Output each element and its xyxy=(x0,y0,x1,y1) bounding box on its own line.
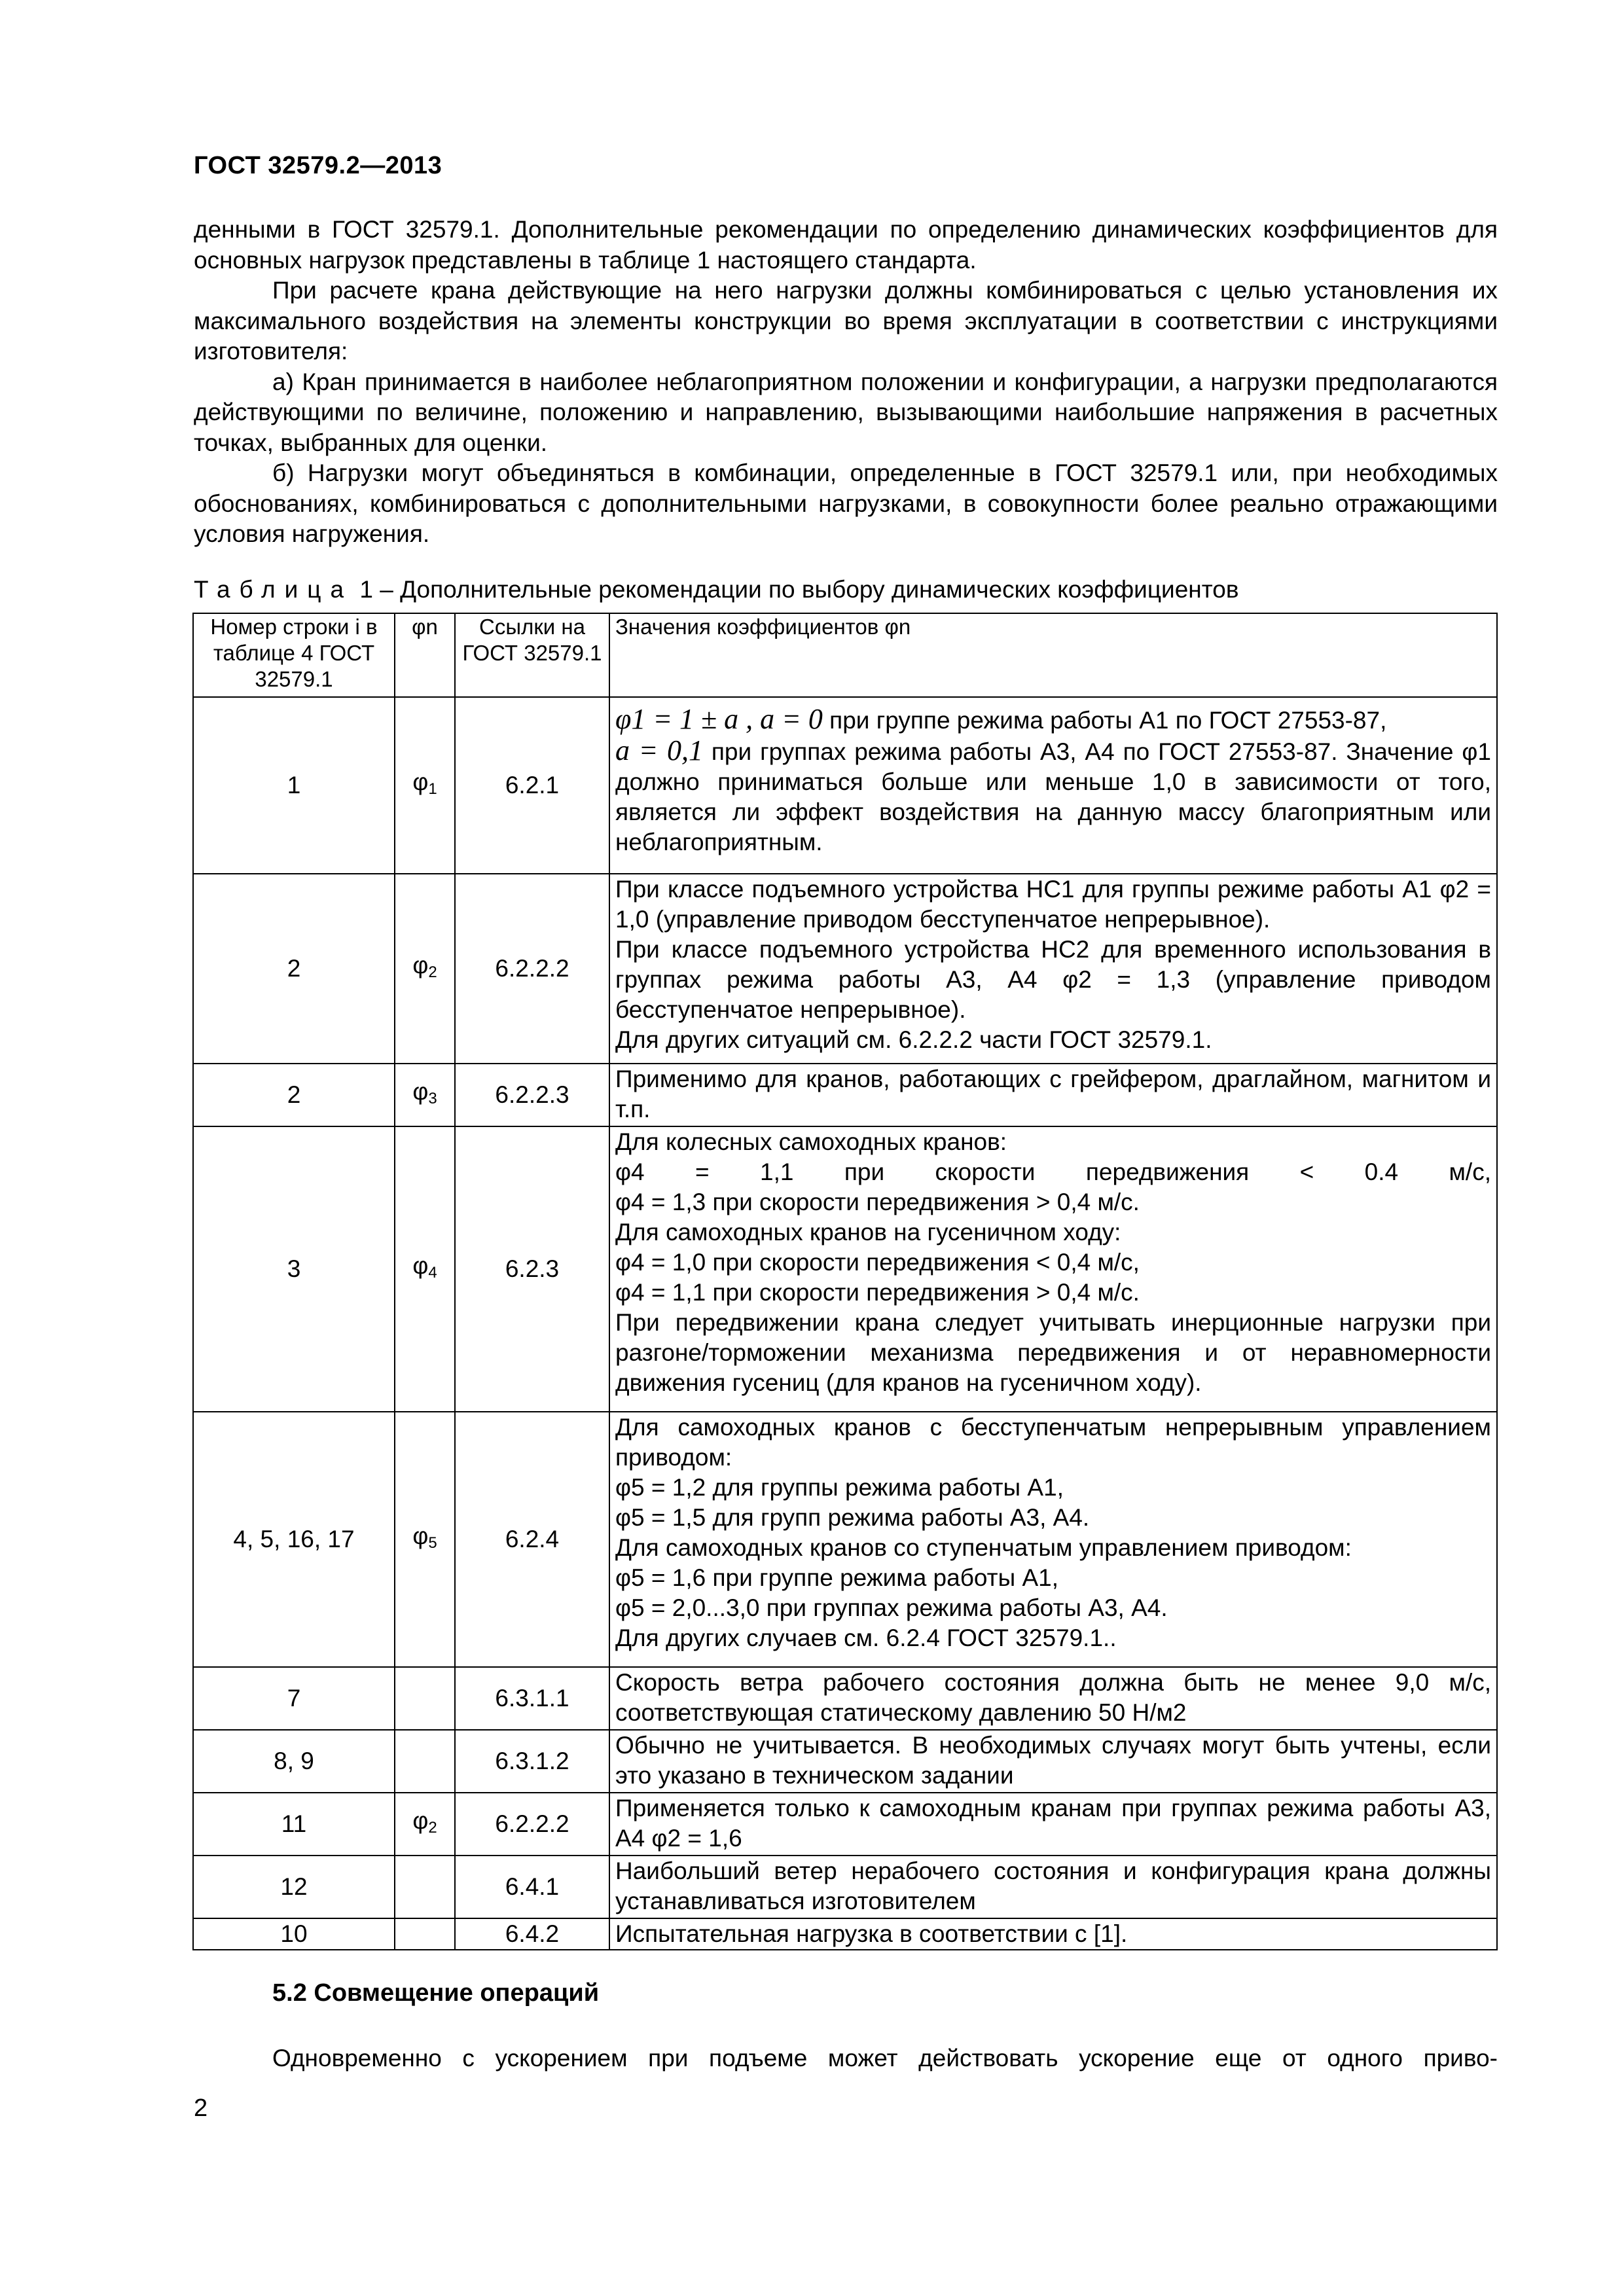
phi-cell: $\varphi_4$ xyxy=(395,1126,455,1412)
header-row-number: Номер строки i в таблице 4 ГОСТ 32579.1 xyxy=(193,613,395,697)
section-paragraph: Одновременно с ускорением при подъеме может действовать ускорение еще от одного приво- xyxy=(272,2045,1498,2072)
phi-cell: $\varphi_2$ xyxy=(395,874,455,1064)
row-number: 12 xyxy=(193,1856,395,1918)
page-number: 2 xyxy=(194,2094,208,2122)
ref-cell: 6.4.2 xyxy=(455,1918,609,1950)
table-row xyxy=(193,1667,1497,1730)
table-caption xyxy=(194,576,1238,603)
ref-cell: 6.2.4 xyxy=(455,1412,609,1667)
phi-cell xyxy=(395,1856,455,1918)
table-row xyxy=(193,1918,1497,1950)
value-cell: Обычно не учитывается. В необходимых случаях могут быть учтены, если это указано в техническом задании xyxy=(609,1730,1497,1793)
ref-cell: 6.3.1.1 xyxy=(455,1667,609,1730)
section-title: 5.2 Совмещение операций xyxy=(272,1979,600,2007)
ref-cell: 6.2.3 xyxy=(455,1126,609,1412)
row-number: 10 xyxy=(193,1918,395,1950)
paragraph-4: б) Нагрузки могут объединяться в комбинации, определенные в ГОСТ 32579.1 или, при необходимых обоснованиях, комбинироваться с дополнительными нагрузками, в совокупности более реально отражающими условия нагружения. xyxy=(194,459,1498,547)
row-number: 3 xyxy=(193,1126,395,1412)
table-row xyxy=(193,874,1497,1064)
table-row xyxy=(193,1730,1497,1793)
formula-phi1: φ1 = 1 ± a , a = 0 xyxy=(615,703,823,735)
row-number: 1 xyxy=(193,697,395,874)
value-cell: Испытательная нагрузка в соответствии с [1]. xyxy=(609,1918,1497,1950)
row-number: 2 xyxy=(193,874,395,1064)
row-number: 8, 9 xyxy=(193,1730,395,1793)
value-cell: При классе подъемного устройства НС1 для группы режиме работы А1 φ2 = 1,0 (управление приводом бесступенчатое непрерывное). При классе подъемного устройства НС2 для временного использования в группах режима работы А3, А4 φ2 = 1,3 (управление приводом бесступенчатое непрерывное). Для других ситуаций см. 6.2.2.2 части ГОСТ 32579.1. xyxy=(609,874,1497,1064)
header-values: Значения коэффициентов φn xyxy=(609,613,1497,697)
row-number: 4, 5, 16, 17 xyxy=(193,1412,395,1667)
value-cell: Для самоходных кранов с бесступенчатым непрерывным управлением приводом: φ5 = 1,2 для группы режима работы А1, φ5 = 1,5 для групп режима работы А3, А4. Для самоходных кранов со ступенчатым управлением приводом: φ5 = 1,6 при группе режима работы А1, φ5 = 2,0...3,0 при группах режима работы А3, А4. Для других случаев см. 6.2.4 ГОСТ 32579.1.. xyxy=(609,1412,1497,1667)
phi-cell: $\varphi_3$ xyxy=(395,1064,455,1126)
table-row xyxy=(193,1064,1497,1126)
coefficients-table xyxy=(192,613,1498,1950)
paragraph-1: денными в ГОСТ 32579.1. Дополнительные рекомендации по определению динамических коэффициентов для основных нагрузок представлены в таблице 1 настоящего стандарта. xyxy=(194,216,1498,274)
ref-cell: 6.2.2.2 xyxy=(455,1793,609,1856)
phi-cell: $\varphi_2$ xyxy=(395,1793,455,1856)
value-cell: Наибольший ветер нерабочего состояния и конфигурация крана должны устанавливаться изготовителем xyxy=(609,1856,1497,1918)
table-row xyxy=(193,1126,1497,1412)
header-refs: Ссылки на ГОСТ 32579.1 xyxy=(455,613,609,697)
table-row xyxy=(193,1856,1497,1918)
value-cell: Применяется только к самоходным кранам при группах режима работы А3, А4 φ2 = 1,6 xyxy=(609,1793,1497,1856)
ref-cell: 6.2.2.3 xyxy=(455,1064,609,1126)
table-row xyxy=(193,1793,1497,1856)
phi-cell: $\varphi_5$ xyxy=(395,1412,455,1667)
value-cell: Скорость ветра рабочего состояния должна быть не менее 9,0 м/с, соответствующая статическому давлению 50 Н/м2 xyxy=(609,1667,1497,1730)
phi-cell xyxy=(395,1730,455,1793)
row-number: 7 xyxy=(193,1667,395,1730)
value-cell: Применимо для кранов, работающих с грейфером, драглайном, магнитом и т.п. xyxy=(609,1064,1497,1126)
header-phi: φn xyxy=(395,613,455,697)
ref-cell: 6.3.1.2 xyxy=(455,1730,609,1793)
body-text xyxy=(194,215,1498,550)
paragraph-3: а) Кран принимается в наиболее неблагоприятном положении и конфигурации, а нагрузки предполагаются действующими по величине, положению и направлению, вызывающими наибольшие напряжения в расчетных точках, выбранных для оценки. xyxy=(194,368,1498,456)
phi-cell xyxy=(395,1918,455,1950)
table-caption-prefix: Таблица xyxy=(194,576,353,603)
phi-cell xyxy=(395,1667,455,1730)
ref-cell: 6.4.1 xyxy=(455,1856,609,1918)
row-number: 2 xyxy=(193,1064,395,1126)
value-cell: φ1 = 1 ± a , a = 0 при группе режима работы А1 по ГОСТ 27553-87, a = 0,1 при группах режима работы А3, А4 по ГОСТ 27553-87. Значение φ1 должно приниматься больше или меньше 1,0 в зависимости от того, является ли эффект воздействия на данную массу благоприятным или неблагоприятным. xyxy=(609,697,1497,874)
paragraph-2: При расчете крана действующие на него нагрузки должны комбинироваться с целью установления их максимального воздействия на элементы конструкции во время эксплуатации в соответствии с инструкциями изготовителя: xyxy=(194,277,1498,365)
document-header: ГОСТ 32579.2—2013 xyxy=(194,152,442,179)
table-row xyxy=(193,697,1497,874)
ref-cell: 6.2.2.2 xyxy=(455,874,609,1064)
table-caption-text: 1 – Дополнительные рекомендации по выбору динамических коэффициентов xyxy=(353,576,1239,603)
ref-cell: 6.2.1 xyxy=(455,697,609,874)
phi-cell: $\varphi_1$ xyxy=(395,697,455,874)
formula-a: a = 0,1 xyxy=(615,734,703,766)
value-cell: Для колесных самоходных кранов: φ4 = 1,1 при скорости передвижения < 0.4 м/с, φ4 = 1,3 при скорости передвижения > 0,4 м/с. Для самоходных кранов на гусеничном ходу: φ4 = 1,0 при скорости передвижения < 0,4 м/с, φ4 = 1,1 при скорости передвижения > 0,4 м/с. При передвижении крана следует учитывать инерционные нагрузки при разгоне/торможении механизма передвижения и от неравномерности движения гусениц (для кранов на гусеничном ходу). xyxy=(609,1126,1497,1412)
table-row xyxy=(193,1412,1497,1667)
row-number: 11 xyxy=(193,1793,395,1856)
